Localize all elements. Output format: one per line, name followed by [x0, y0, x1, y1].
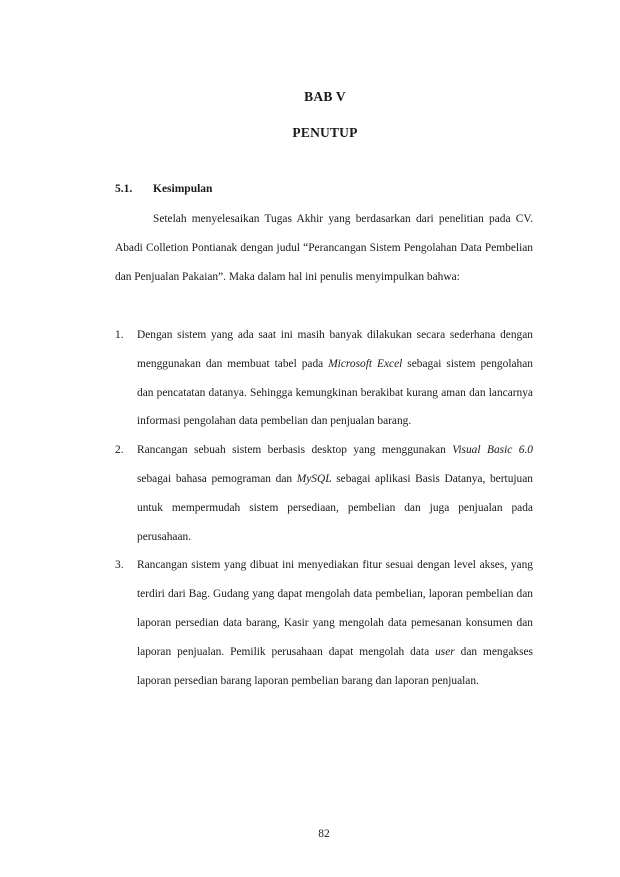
list-item-text: Rancangan sistem yang dibuat ini menyediakan fitur sesuai dengan level akses, yang terdiri dari Bag. Gudang yang dapat mengolah data pembelian, laporan pembelian dan laporan persedian data barang, Kasir yang mengolah data pemesanan konsumen dan laporan penjualan. Pemilik perusahaan dapat mengolah data — [137, 559, 533, 658]
list-item-emphasis: Visual Basic 6.0 — [452, 444, 533, 457]
list-item-text: dan mengakses laporan persedian barang laporan pembelian barang dan laporan penjualan. — [137, 645, 533, 687]
list-marker: 3. — [115, 559, 124, 572]
section-number: 5.1. — [115, 183, 133, 195]
list-marker: 1. — [115, 329, 124, 341]
list-item-text: Dengan sistem yang ada saat ini masih banyak dilakukan secara sederhana dengan menggunakan dan membuat tabel pada — [137, 329, 533, 370]
list-item-emphasis: MySQL — [296, 472, 332, 485]
list-item-text: sebagai bahasa pemograman dan — [137, 472, 297, 485]
page-number: 82 — [318, 828, 330, 840]
intro-paragraph: Setelah menyelesaikan Tugas Akhir yang berdasarkan dari penelitian pada CV. Abadi Colletion Pontianak dengan judul “Perancangan Sistem Pengolahan Data Pembelian dan Penjualan Pakaian”. Maka dalam hal ini penulis menyimpulkan bahwa: — [115, 213, 533, 283]
chapter-title: PENUTUP — [292, 125, 358, 140]
list-item-text: sebagai sistem pengolahan dan pencatatan datanya. Sehingga kemungkinan berakibat kurang aman dan lancarnya informasi pengolahan data pembelian dan penjualan barang. — [137, 357, 533, 428]
list-item-text: Rancangan sebuah sistem berbasis desktop yang menggunakan — [137, 444, 453, 457]
list-item — [115, 551, 533, 695]
list-item — [115, 321, 533, 436]
list-marker: 2. — [115, 444, 124, 457]
list-item-text: sebagai aplikasi Basis Datanya, bertujuan untuk mempermudah sistem persediaan, pembelian dan juga penjualan pada perusahaan. — [137, 472, 533, 543]
list-item-emphasis: user — [435, 645, 455, 658]
chapter-heading: BAB V — [304, 89, 346, 104]
section-heading — [115, 183, 212, 195]
list-item-emphasis: Microsoft Excel — [328, 357, 403, 370]
conclusion-list — [115, 321, 533, 695]
list-item — [115, 436, 533, 551]
section-title: Kesimpulan — [153, 183, 213, 195]
